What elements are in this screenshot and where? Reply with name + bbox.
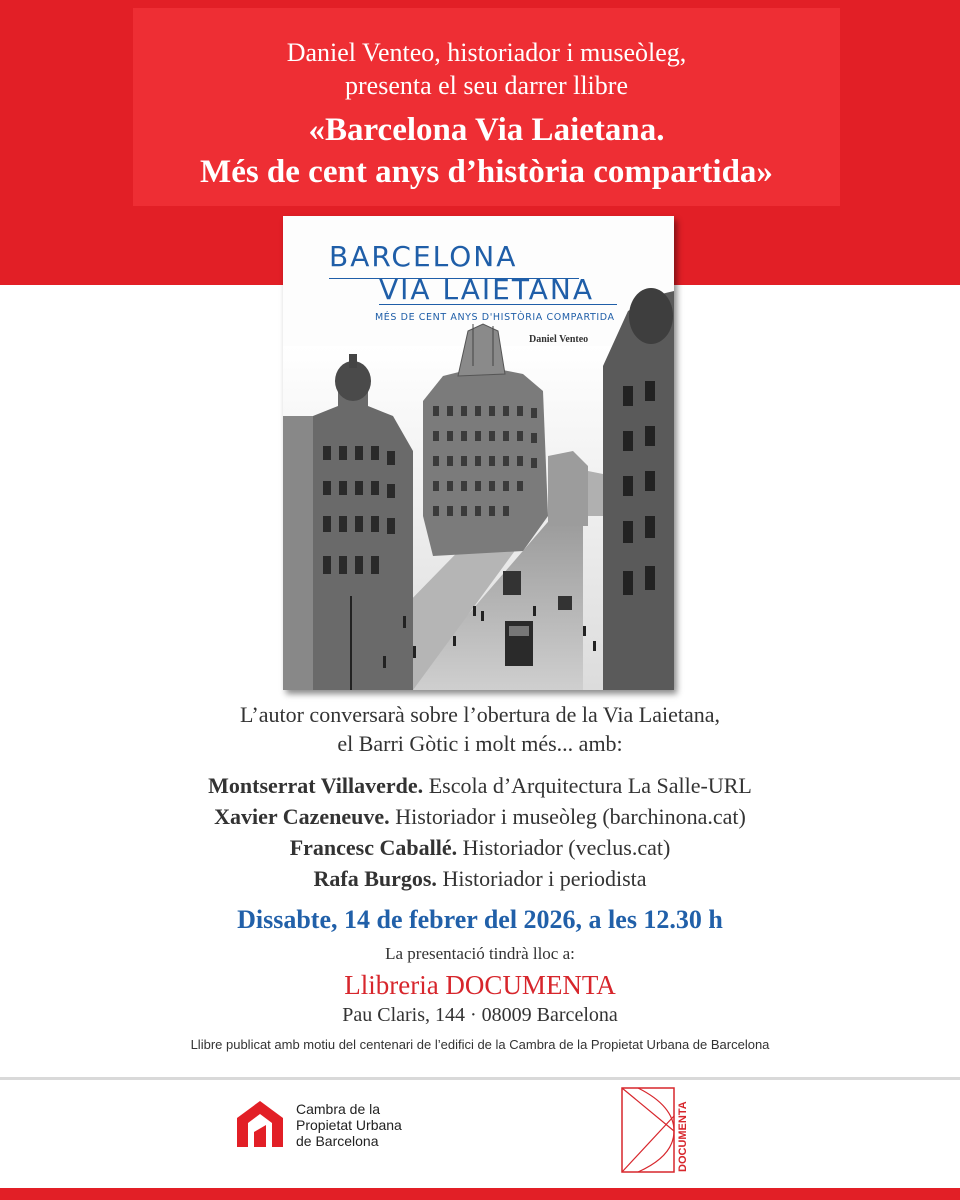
conversation-intro-line2: el Barri Gòtic i molt més... amb:: [337, 731, 623, 756]
venue-name: Llibreria DOCUMENTA: [344, 970, 616, 1000]
guest-name: Francesc Caballé.: [289, 835, 458, 860]
guest-name: Xavier Cazeneuve.: [214, 804, 390, 829]
guest-role: Historiador (veclus.cat): [462, 835, 671, 860]
cambra-line1: Cambra de la: [296, 1101, 381, 1117]
book-title-line1: «Barcelona Via Laietana.: [308, 112, 665, 148]
guest-item: [0, 801, 960, 832]
bottom-red-band: [0, 1188, 960, 1200]
headline-intro: [133, 36, 840, 102]
event-details: [0, 700, 960, 1054]
conversation-intro: [0, 700, 960, 758]
cambra-name: [296, 1101, 402, 1149]
guest-item: [0, 832, 960, 863]
cover-title-line1: BARCELONA: [329, 240, 518, 273]
cambra-line2: Propietat Urbana: [296, 1117, 402, 1133]
documenta-logo-label: DOCUMENTA: [677, 1101, 689, 1172]
publication-note: Llibre publicat amb motiu del centenari de l’edifici de la Cambra de la Propietat Urbana de Barcelona: [190, 1037, 770, 1052]
guest-item: [0, 863, 960, 894]
cambra-line3: de Barcelona: [296, 1133, 379, 1149]
book-title: [133, 109, 840, 193]
place-label: La presentació tindrà lloc a:: [385, 944, 575, 963]
guest-role: Escola d’Arquitectura La Salle-URL: [428, 773, 752, 798]
book-title-line2: Més de cent anys d’història compartida»: [200, 154, 773, 190]
guest-role: Historiador i periodista: [442, 866, 647, 891]
footer-divider: [0, 1077, 960, 1080]
cambra-house-logo-icon: [234, 1098, 286, 1150]
headline-intro-line2: presenta el seu darrer llibre: [345, 71, 628, 100]
conversation-intro-line1: L’autor conversarà sobre l’obertura de la Via Laietana,: [239, 702, 720, 727]
book-cover: [283, 216, 674, 690]
guest-name: Montserrat Villaverde.: [208, 773, 424, 798]
venue-address: Pau Claris, 144 · 08009 Barcelona: [342, 1004, 618, 1026]
headline-box: [133, 8, 840, 206]
cover-title-line2: VIA LAIETANA: [379, 273, 594, 306]
cover-author: Daniel Venteo: [529, 334, 589, 345]
guest-list: [0, 770, 960, 894]
documenta-logo-icon: [620, 1086, 710, 1178]
event-date: Dissabte, 14 de febrer del 2026, a les 12.30 h: [237, 905, 723, 934]
guest-item: [0, 770, 960, 801]
cover-subtitle: MÉS DE CENT ANYS D'HISTÒRIA COMPARTIDA: [375, 312, 615, 323]
guest-role: Historiador i museòleg (barchinona.cat): [395, 804, 746, 829]
headline-intro-line1: Daniel Venteo, historiador i museòleg,: [286, 38, 687, 67]
guest-name: Rafa Burgos.: [313, 866, 437, 891]
